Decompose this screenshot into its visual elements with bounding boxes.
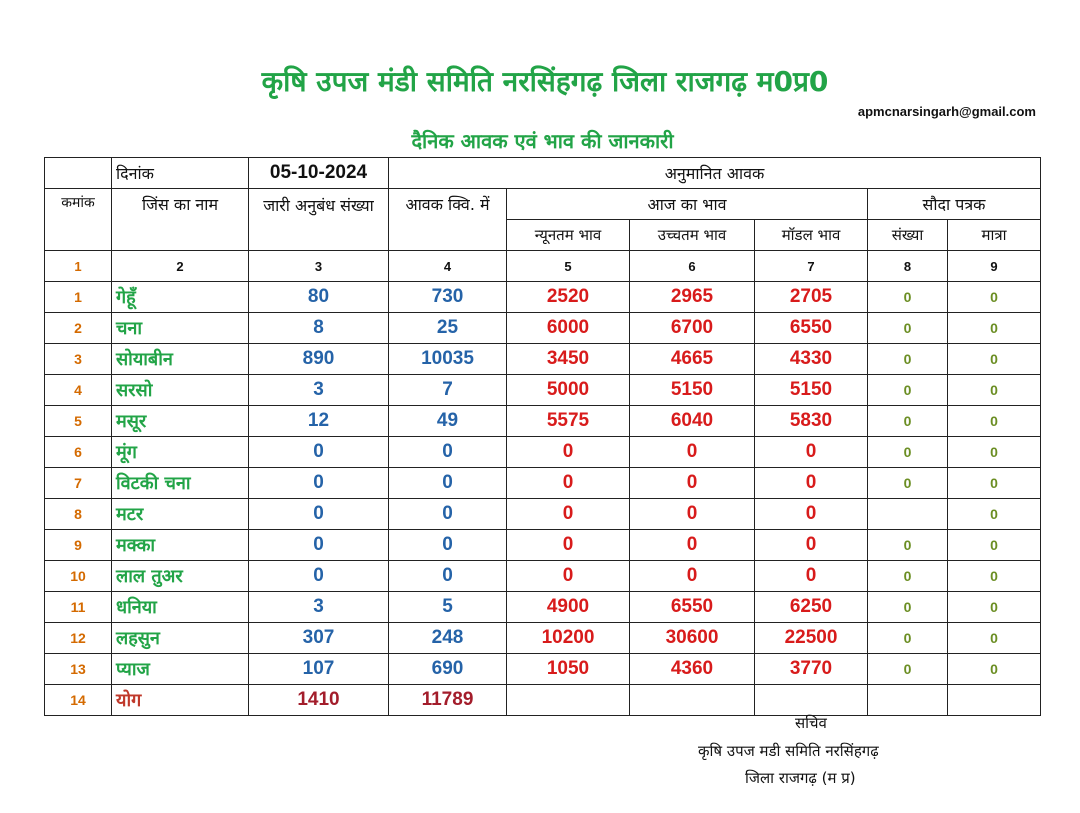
min-rate-cell: 3450: [507, 344, 630, 375]
trade-qty-cell: 0: [948, 530, 1041, 561]
trade-count-cell: 0: [868, 468, 948, 499]
contracts-cell: 0: [249, 499, 389, 530]
min-rate-header: न्यूनतम भाव: [507, 220, 630, 251]
trade-count-cell: 0: [868, 282, 948, 313]
modal-rate-cell: 6550: [755, 313, 868, 344]
min-rate-cell: 5575: [507, 406, 630, 437]
serial-number-cell: 12: [45, 623, 112, 654]
contracts-cell: 0: [249, 561, 389, 592]
trade-sheet-header: सौदा पत्रक: [868, 189, 1041, 220]
serial-number-cell: 3: [45, 344, 112, 375]
max-rate-header: उच्चतम भाव: [630, 220, 755, 251]
commodity-name-cell: लाल तुअर: [112, 561, 249, 592]
max-rate-cell: 6550: [630, 592, 755, 623]
date-label: दिनांक: [112, 158, 249, 189]
min-rate-cell: 1050: [507, 654, 630, 685]
empty-cell: [948, 685, 1041, 716]
trade-qty-cell: 0: [948, 499, 1041, 530]
email-address: apmcnarsingarh@gmail.com: [857, 104, 1036, 119]
arrival-cell: 0: [389, 561, 507, 592]
serial-number-cell: 9: [45, 530, 112, 561]
quantity-header: मात्रा: [948, 220, 1041, 251]
min-rate-cell: 4900: [507, 592, 630, 623]
max-rate-cell: 6700: [630, 313, 755, 344]
trade-qty-cell: 0: [948, 313, 1041, 344]
min-rate-cell: 0: [507, 561, 630, 592]
max-rate-cell: 4360: [630, 654, 755, 685]
arrival-header: आवक क्वि. में: [389, 189, 507, 251]
commodity-name-cell: प्याज: [112, 654, 249, 685]
table-row: [45, 654, 1041, 685]
contracts-cell: 3: [249, 592, 389, 623]
modal-rate-cell: 5830: [755, 406, 868, 437]
min-rate-cell: 0: [507, 468, 630, 499]
total-contracts-cell: 1410: [249, 685, 389, 716]
arrival-cell: 730: [389, 282, 507, 313]
max-rate-cell: 4665: [630, 344, 755, 375]
trade-qty-cell: 0: [948, 592, 1041, 623]
contracts-cell: 80: [249, 282, 389, 313]
min-rate-cell: 5000: [507, 375, 630, 406]
serial-number-cell: 5: [45, 406, 112, 437]
trade-qty-cell: 0: [948, 375, 1041, 406]
serial-number-cell: 1: [45, 282, 112, 313]
column-number: 5: [507, 251, 630, 282]
modal-rate-cell: 6250: [755, 592, 868, 623]
min-rate-cell: 6000: [507, 313, 630, 344]
commodity-name-cell: चना: [112, 313, 249, 344]
modal-rate-cell: 3770: [755, 654, 868, 685]
modal-rate-cell: 0: [755, 468, 868, 499]
min-rate-cell: 0: [507, 530, 630, 561]
rates-table: [44, 157, 1041, 716]
commodity-name-cell: सोयाबीन: [112, 344, 249, 375]
column-number: 3: [249, 251, 389, 282]
date-value: 05-10-2024: [249, 158, 389, 189]
modal-rate-cell: 0: [755, 499, 868, 530]
max-rate-cell: 0: [630, 561, 755, 592]
table-row: [45, 623, 1041, 654]
column-number: 9: [948, 251, 1041, 282]
empty-cell: [868, 685, 948, 716]
column-number: 1: [45, 251, 112, 282]
modal-rate-cell: 22500: [755, 623, 868, 654]
serial-number-cell: 6: [45, 437, 112, 468]
min-rate-cell: 10200: [507, 623, 630, 654]
serial-number-cell: 2: [45, 313, 112, 344]
signature-org: कृषि उपज मडी समिति नरसिंहगढ़: [698, 742, 879, 760]
max-rate-cell: 0: [630, 468, 755, 499]
trade-count-cell: 0: [868, 561, 948, 592]
serial-number-cell: 10: [45, 561, 112, 592]
page-title: कृषि उपज मंडी समिति नरसिंहगढ़ जिला राजगढ़ म0प्र0: [261, 65, 829, 98]
trade-qty-cell: 0: [948, 282, 1041, 313]
table-row: [45, 406, 1041, 437]
table-row: [45, 437, 1041, 468]
total-serial-cell: 14: [45, 685, 112, 716]
serial-number-cell: 11: [45, 592, 112, 623]
estimated-arrival-header: अनुमानित आवक: [389, 158, 1041, 189]
table-row: [45, 282, 1041, 313]
signature-title: सचिव: [795, 714, 827, 732]
trade-qty-cell: 0: [948, 654, 1041, 685]
column-number: 8: [868, 251, 948, 282]
serial-number-cell: 13: [45, 654, 112, 685]
total-row: [45, 685, 1041, 716]
column-number: 4: [389, 251, 507, 282]
trade-qty-cell: 0: [948, 561, 1041, 592]
table-row: [45, 592, 1041, 623]
arrival-cell: 690: [389, 654, 507, 685]
table-row: [45, 530, 1041, 561]
max-rate-cell: 0: [630, 499, 755, 530]
count-header: संख्या: [868, 220, 948, 251]
trade-count-cell: 0: [868, 654, 948, 685]
table-row: [45, 499, 1041, 530]
contracts-cell: 0: [249, 437, 389, 468]
arrival-cell: 0: [389, 499, 507, 530]
contracts-cell: 3: [249, 375, 389, 406]
max-rate-cell: 30600: [630, 623, 755, 654]
total-arrival-cell: 11789: [389, 685, 507, 716]
commodity-name-cell: सरसो: [112, 375, 249, 406]
contracts-cell: 890: [249, 344, 389, 375]
arrival-cell: 248: [389, 623, 507, 654]
trade-count-cell: 0: [868, 375, 948, 406]
trade-count-cell: 0: [868, 530, 948, 561]
modal-rate-cell: 0: [755, 530, 868, 561]
header-row-columns: [45, 189, 1041, 220]
serial-number-cell: 7: [45, 468, 112, 499]
contracts-cell: 8: [249, 313, 389, 344]
contracts-cell: 12: [249, 406, 389, 437]
trade-count-cell: 0: [868, 437, 948, 468]
empty-cell: [507, 685, 630, 716]
trade-count-cell: 0: [868, 344, 948, 375]
commodity-name-cell: गेहूँ: [112, 282, 249, 313]
table-row: [45, 375, 1041, 406]
header-row-date: [45, 158, 1041, 189]
contracts-cell: 0: [249, 468, 389, 499]
arrival-cell: 10035: [389, 344, 507, 375]
page-subtitle: दैनिक आवक एवं भाव की जानकारी: [411, 129, 674, 153]
modal-rate-cell: 2705: [755, 282, 868, 313]
trade-count-cell: 0: [868, 406, 948, 437]
trade-count-cell: 0: [868, 623, 948, 654]
todays-rate-header: आज का भाव: [507, 189, 868, 220]
modal-rate-cell: 5150: [755, 375, 868, 406]
contracts-cell: 307: [249, 623, 389, 654]
min-rate-cell: 2520: [507, 282, 630, 313]
trade-qty-cell: 0: [948, 437, 1041, 468]
commodity-name-cell: मसूर: [112, 406, 249, 437]
commodity-name-cell: लहसुन: [112, 623, 249, 654]
modal-rate-header: मॉडल भाव: [755, 220, 868, 251]
max-rate-cell: 0: [630, 437, 755, 468]
arrival-cell: 0: [389, 437, 507, 468]
min-rate-cell: 0: [507, 437, 630, 468]
total-label-cell: योग: [112, 685, 249, 716]
arrival-cell: 7: [389, 375, 507, 406]
column-number: 6: [630, 251, 755, 282]
serial-number-cell: 8: [45, 499, 112, 530]
arrival-cell: 49: [389, 406, 507, 437]
trade-count-cell: [868, 499, 948, 530]
arrival-cell: 0: [389, 468, 507, 499]
arrival-cell: 5: [389, 592, 507, 623]
commodity-name-cell: मटर: [112, 499, 249, 530]
table-row: [45, 561, 1041, 592]
contracts-header: जारी अनुबंध संख्या: [249, 189, 389, 251]
trade-count-cell: 0: [868, 592, 948, 623]
serial-header: कमांक: [45, 189, 112, 251]
column-number: 2: [112, 251, 249, 282]
trade-count-cell: 0: [868, 313, 948, 344]
commodity-name-cell: मक्का: [112, 530, 249, 561]
max-rate-cell: 6040: [630, 406, 755, 437]
modal-rate-cell: 0: [755, 437, 868, 468]
modal-rate-cell: 0: [755, 561, 868, 592]
column-number: 7: [755, 251, 868, 282]
column-number-row: [45, 251, 1041, 282]
min-rate-cell: 0: [507, 499, 630, 530]
max-rate-cell: 5150: [630, 375, 755, 406]
commodity-name-cell: मूंग: [112, 437, 249, 468]
arrival-cell: 0: [389, 530, 507, 561]
trade-qty-cell: 0: [948, 623, 1041, 654]
header-blank-cell: [45, 158, 112, 189]
commodity-header: जिंस का नाम: [112, 189, 249, 251]
empty-cell: [630, 685, 755, 716]
max-rate-cell: 2965: [630, 282, 755, 313]
signature-district: जिला राजगढ़ (म प्र): [745, 769, 856, 787]
contracts-cell: 0: [249, 530, 389, 561]
empty-cell: [755, 685, 868, 716]
table-row: [45, 344, 1041, 375]
trade-qty-cell: 0: [948, 344, 1041, 375]
table-row: [45, 313, 1041, 344]
table-row: [45, 468, 1041, 499]
commodity-name-cell: विटकी चना: [112, 468, 249, 499]
max-rate-cell: 0: [630, 530, 755, 561]
arrival-cell: 25: [389, 313, 507, 344]
trade-qty-cell: 0: [948, 406, 1041, 437]
commodity-name-cell: धनिया: [112, 592, 249, 623]
contracts-cell: 107: [249, 654, 389, 685]
serial-number-cell: 4: [45, 375, 112, 406]
trade-qty-cell: 0: [948, 468, 1041, 499]
modal-rate-cell: 4330: [755, 344, 868, 375]
